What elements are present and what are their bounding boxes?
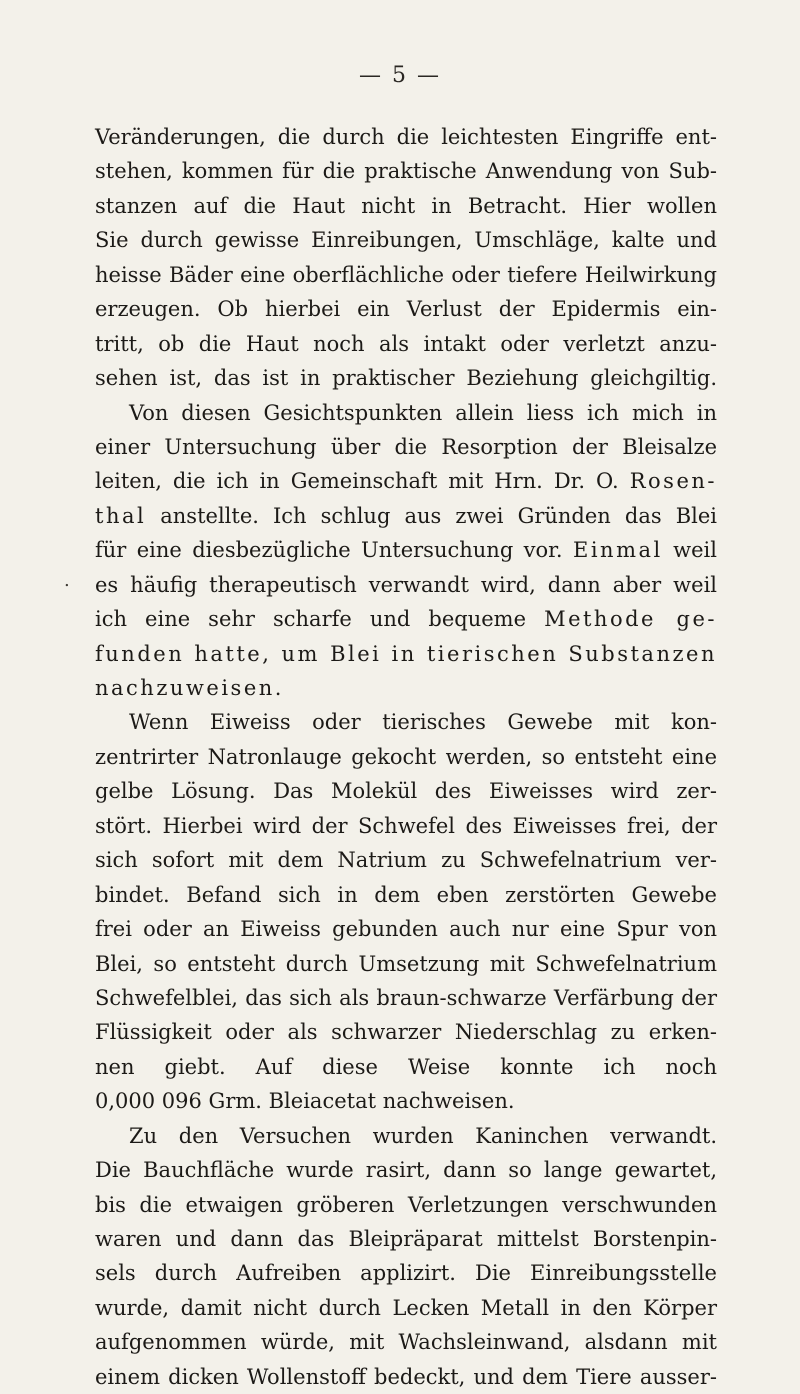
name-rosenthal-part1: Rosen- — [629, 469, 717, 494]
text-line: erzeugen. Ob hierbei ein Verlust der Epidermis ein- — [95, 297, 717, 322]
text-line: zentrirter Natronlauge gekocht werden, so entsteht eine — [95, 744, 717, 769]
text-line: Flüssigkeit oder als schwarzer Niederschlag zu erken- — [95, 1020, 717, 1045]
body-text — [95, 120, 717, 1394]
text-line: sehen ist, das ist in praktischer Beziehung gleichgiltig. — [95, 366, 717, 391]
emphasis-einmal: Einmal — [573, 538, 663, 563]
text-line: einem dicken Wollenstoff bedeckt, und dem Tiere ausser- — [95, 1364, 717, 1389]
text-line: bis die etwaigen gröberen Verletzungen verschwunden — [95, 1192, 717, 1217]
text-line: einer Untersuchung über die Resorption der Bleisalze — [95, 434, 717, 459]
text-line: gelbe Lösung. Das Molekül des Eiweisses wird zer- — [95, 779, 717, 804]
text-line: nen giebt. Auf diese Weise konnte ich noch — [95, 1054, 717, 1079]
text-line: heisse Bäder eine oberflächliche oder tiefere Heilwirkung — [95, 262, 717, 287]
page-number: — 5 — — [359, 63, 441, 88]
text-line: wurde, damit nicht durch Lecken Metall in den Körper — [95, 1295, 717, 1320]
text-run: leiten, die ich in Gemeinschaft mit Hrn. Dr. O. — [95, 469, 619, 494]
text-line: Sie durch gewisse Einreibungen, Umschläge, kalte und — [95, 228, 717, 253]
text-run: für eine diesbezügliche Untersuchung vor. — [95, 538, 563, 563]
emphasized-text-line: nachzuweisen. — [95, 676, 284, 700]
text-line: sich sofort mit dem Natrium zu Schwefelnatrium ver- — [95, 848, 717, 873]
name-rosenthal-part2: thal — [95, 503, 147, 528]
text-line: es häufig therapeutisch verwandt wird, dann aber weil — [95, 572, 717, 597]
text-line: stanzen auf die Haut nicht in Betracht. Hier wollen — [95, 193, 717, 218]
text-line: aufgenommen würde, mit Wachsleinwand, alsdann mit — [95, 1330, 717, 1355]
emphasized-text-line: funden hatte, um Blei in tierischen Substanzen — [95, 641, 717, 666]
text-line: waren und dann das Bleipräparat mittelst Borstenpin- — [95, 1227, 717, 1251]
text-line: Wenn Eiweiss oder tierisches Gewebe mit kon- — [129, 710, 717, 735]
text-line: Zu den Versuchen wurden Kaninchen verwandt. — [129, 1123, 717, 1148]
text-line — [95, 499, 717, 533]
text-run: weil — [673, 538, 717, 563]
text-line — [95, 533, 717, 567]
text-line — [95, 464, 717, 498]
text-line: Die Bauchfläche wurde rasirt, dann so lange gewartet, — [95, 1158, 717, 1183]
text-line: Schwefelblei, das sich als braun-schwarze Verfärbung der — [95, 985, 717, 1010]
text-line: frei oder an Eiweiss gebunden auch nur eine Spur von — [95, 917, 717, 942]
text-line: sels durch Aufreiben applizirt. Die Einreibungsstelle — [95, 1261, 717, 1286]
margin-mark: . — [64, 570, 70, 591]
text-line: Von diesen Gesichtspunkten allein liess ich mich in — [129, 400, 717, 425]
text-line: bindet. Befand sich in dem eben zerstörten Gewebe — [95, 882, 717, 907]
text-line: tritt, ob die Haut noch als intakt oder verletzt anzu- — [95, 331, 717, 356]
text-line: Blei, so entsteht durch Umsetzung mit Schwefelnatrium — [95, 951, 717, 976]
text-line: 0,000 096 Grm. Bleiacetat nachweisen. — [95, 1089, 515, 1114]
text-run: anstellte. Ich schlug aus zwei Gründen das Blei — [160, 503, 717, 528]
text-run: ich eine sehr scharfe und bequeme — [95, 607, 527, 632]
text-line: stört. Hierbei wird der Schwefel des Eiweisses frei, der — [95, 813, 717, 838]
text-line: Veränderungen, die durch die leichtesten Eingriffe ent- — [95, 125, 717, 149]
emphasis-methode: Methode ge- — [544, 607, 717, 632]
text-line — [95, 602, 717, 636]
text-line: stehen, kommen für die praktische Anwendung von Sub- — [95, 159, 717, 184]
